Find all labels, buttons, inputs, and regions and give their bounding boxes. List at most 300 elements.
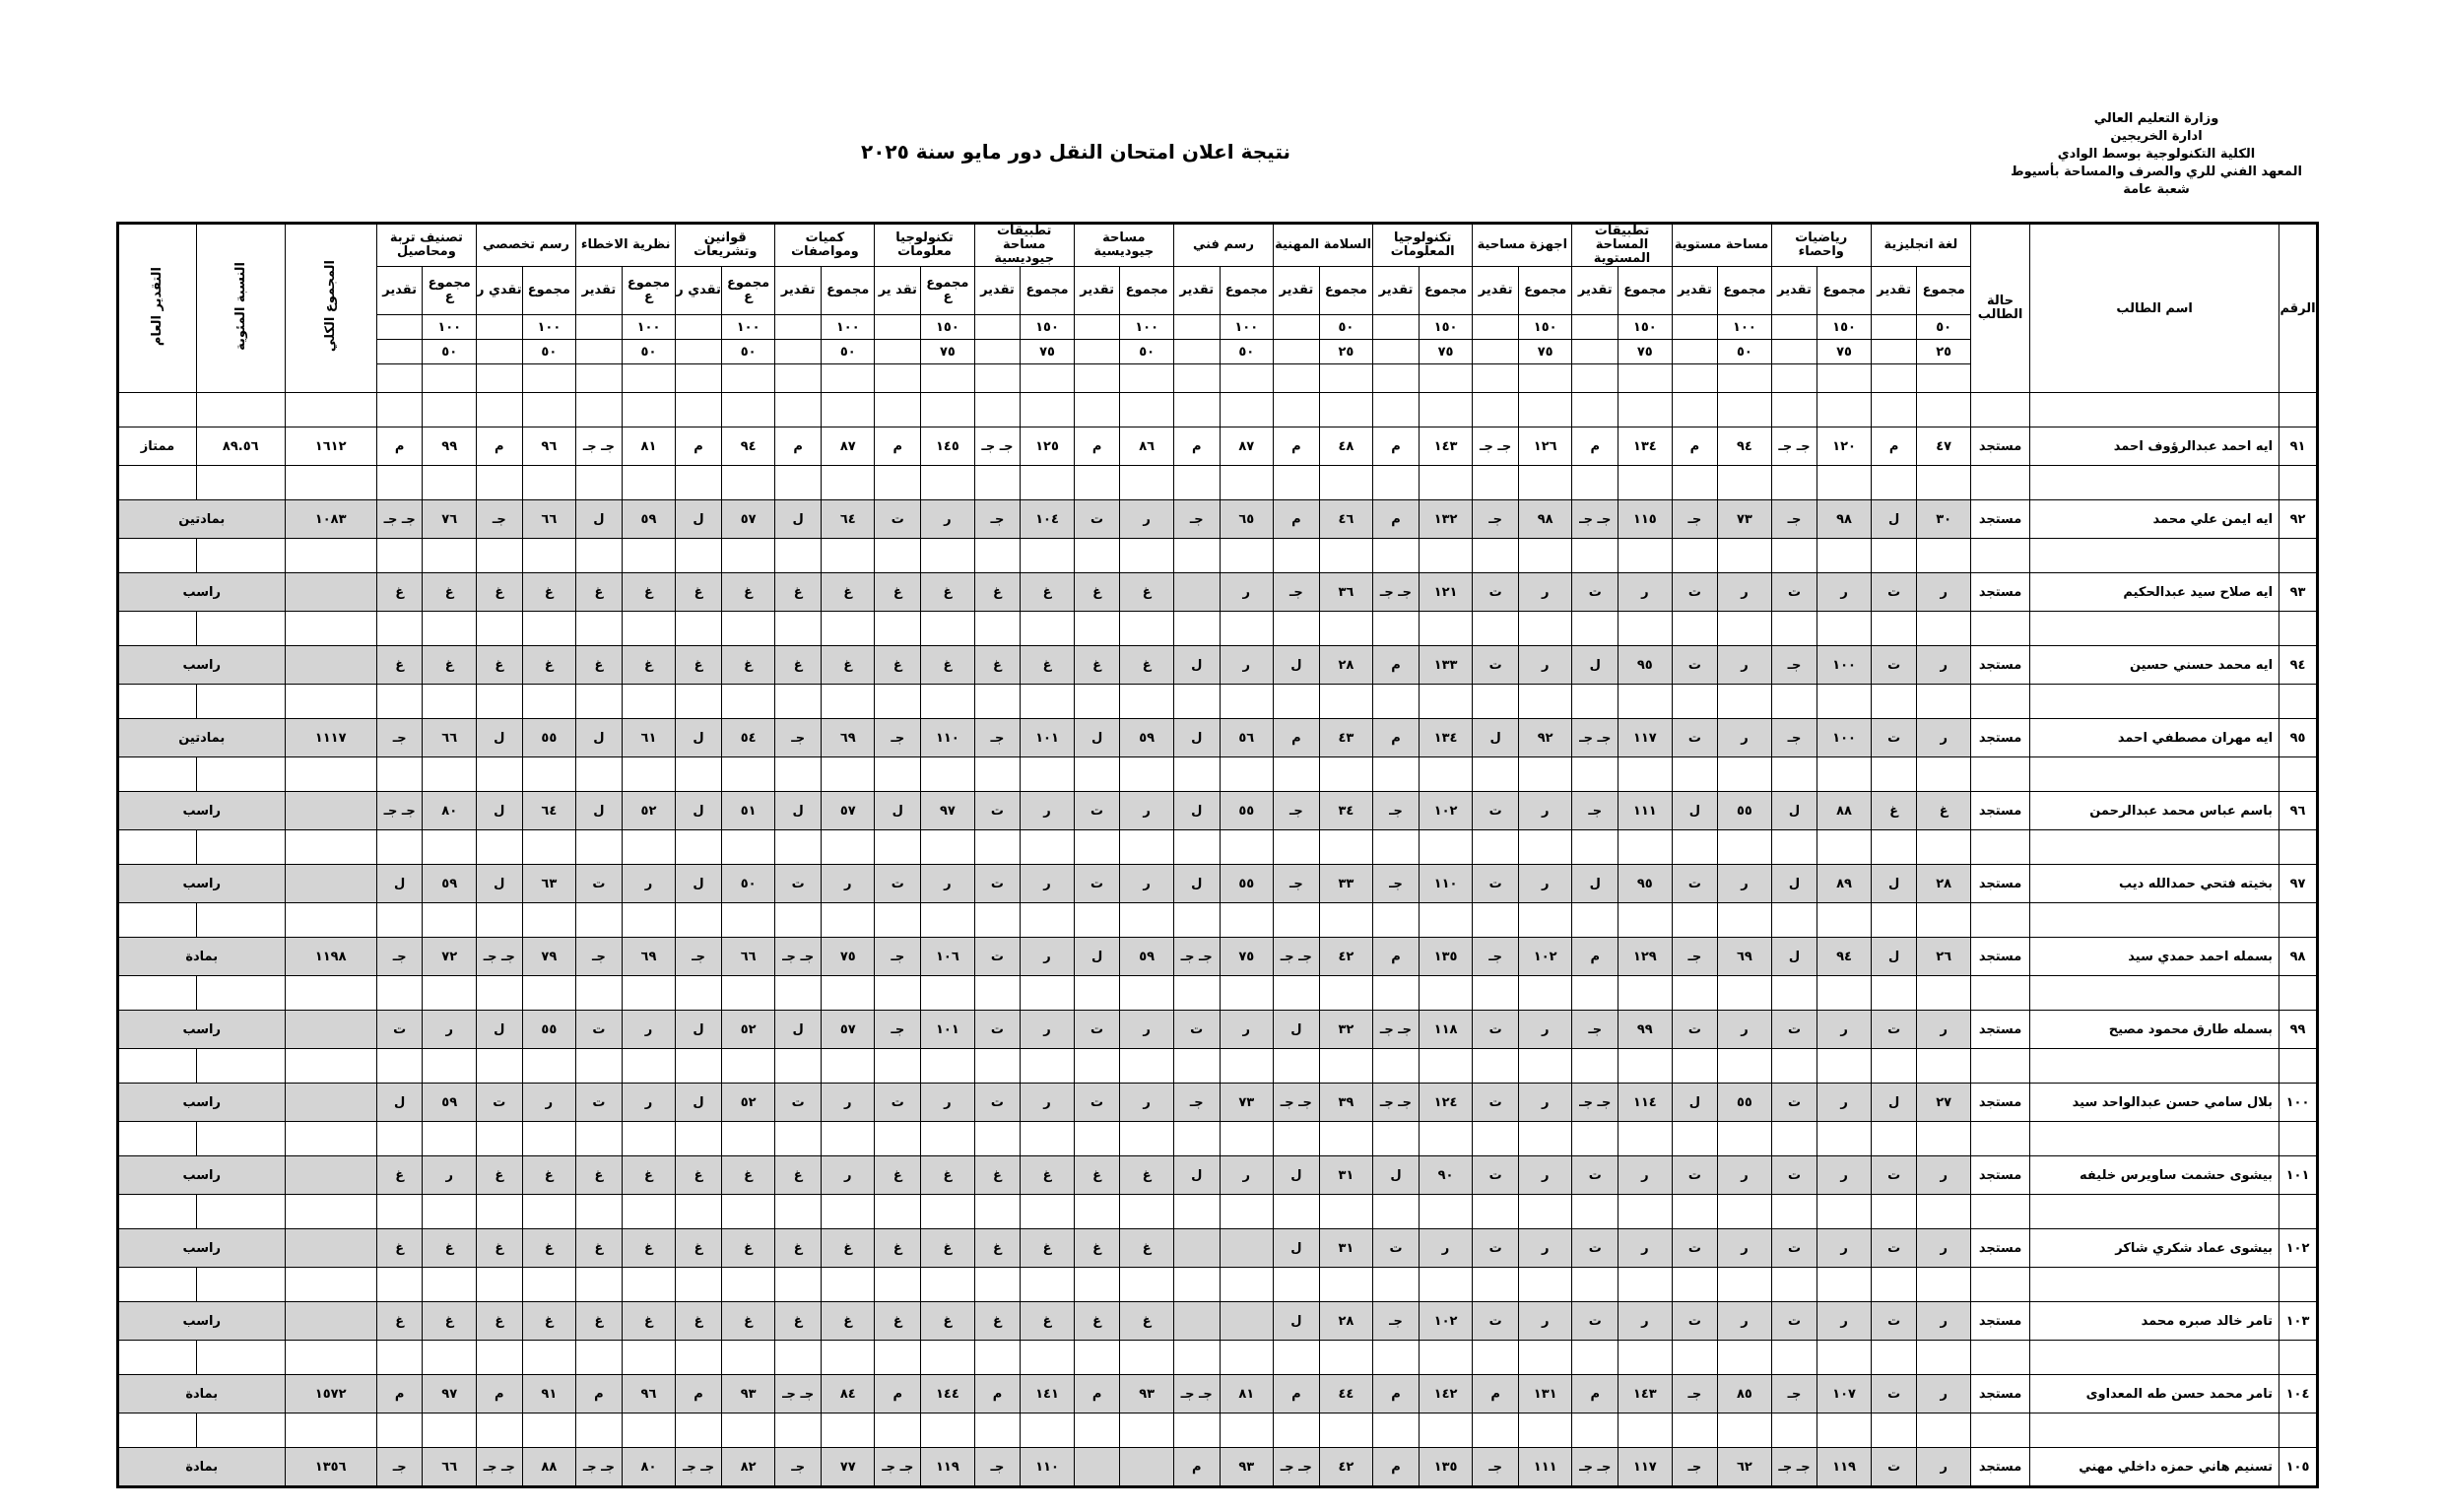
- spacer-cell: [1771, 830, 1817, 865]
- spacer-cell: [1771, 393, 1817, 427]
- max-mark: ١٠٠: [522, 315, 575, 340]
- spacer-cell: [1518, 466, 1571, 500]
- subject-grade: ت: [576, 1084, 623, 1122]
- spacer-cell: [1970, 1122, 2029, 1156]
- subject-grade: ت: [1473, 1302, 1519, 1341]
- subject-grade: جـ جـ: [476, 1448, 522, 1487]
- subject-sum: ١٢٤: [1419, 1084, 1472, 1122]
- spacer-cell: [522, 1195, 575, 1229]
- spacer-cell: [1917, 1122, 1970, 1156]
- spacer-cell: [974, 976, 1021, 1011]
- spacer-cell: [921, 539, 974, 573]
- subject-sum: ٨٠: [622, 1448, 675, 1487]
- spacer-cell: [1419, 903, 1472, 938]
- sum-label: مجموع: [522, 267, 575, 315]
- blank-cell: [1373, 364, 1420, 393]
- subject-sum: ٥٤: [721, 719, 774, 757]
- spacer-cell: [1074, 466, 1120, 500]
- subject-sum: ر: [921, 1084, 974, 1122]
- spacer-cell: [721, 1341, 774, 1375]
- subject-grade: جـ: [1771, 646, 1817, 685]
- spacer-cell: [1817, 830, 1871, 865]
- blank-cell: [476, 364, 522, 393]
- spacer-cell: [576, 1049, 623, 1084]
- subject-sum: ٤٨: [1319, 427, 1372, 466]
- spacer-cell: [476, 1413, 522, 1448]
- subject-header: رسم فني: [1173, 224, 1273, 267]
- spacer-cell: [676, 1195, 722, 1229]
- subject-sum: ٧٥: [1220, 938, 1273, 976]
- spacer-cell: [974, 1413, 1021, 1448]
- spacer-cell: [376, 757, 423, 792]
- spacer-cell: [118, 466, 197, 500]
- subject-grade: م: [1572, 427, 1618, 466]
- subject-sum: ٦١: [622, 719, 675, 757]
- subject-sum: غ: [1120, 646, 1173, 685]
- spacer-cell: [1871, 1341, 1917, 1375]
- subject-grade: ل: [1274, 1229, 1320, 1268]
- spacer-cell: [1871, 466, 1917, 500]
- spacer-cell: [522, 1413, 575, 1448]
- subject-sum: ٨٨: [522, 1448, 575, 1487]
- spacer-row: [118, 1413, 2318, 1448]
- subject-sum: ١١١: [1618, 792, 1672, 830]
- subject-header: تصنيف تربة ومحاصيل: [376, 224, 476, 267]
- min-mark: ٧٥: [1817, 340, 1871, 364]
- max-mark: ١٥٠: [921, 315, 974, 340]
- subject-sum: ٥٥: [1220, 792, 1273, 830]
- subject-grade: ت: [1173, 1011, 1220, 1049]
- spacer-cell: [1473, 539, 1519, 573]
- spacer-cell: [476, 1195, 522, 1229]
- spacer-cell: [622, 1268, 675, 1302]
- subject-sum: ر: [1718, 646, 1771, 685]
- subject-sum: ر: [622, 1011, 675, 1049]
- subject-sum: غ: [423, 573, 476, 612]
- subject-grade: م: [1572, 1375, 1618, 1413]
- spacer-cell: [1970, 393, 2029, 427]
- spacer-cell: [1274, 1413, 1320, 1448]
- subject-grade: غ: [1074, 1302, 1120, 1341]
- spacer-cell: [622, 1049, 675, 1084]
- subject-sum: ٩٣: [721, 1375, 774, 1413]
- page-title: نتيجة اعلان امتحان النقل دور مايو سنة ٢٠٢٥: [860, 140, 1290, 164]
- grade-label: تقدير: [376, 267, 423, 315]
- spacer-cell: [875, 1341, 921, 1375]
- spacer-cell: [974, 757, 1021, 792]
- subject-sum: ٥٢: [721, 1011, 774, 1049]
- subject-sum: ٦٦: [423, 1448, 476, 1487]
- spacer-cell: [1917, 466, 1970, 500]
- spacer-cell: [196, 1268, 285, 1302]
- spacer-row: [118, 1122, 2318, 1156]
- spacer-cell: [2279, 830, 2318, 865]
- spacer-cell: [622, 1195, 675, 1229]
- subject-grade: جـ: [775, 719, 822, 757]
- spacer-cell: [822, 830, 875, 865]
- spacer-cell: [476, 393, 522, 427]
- spacer-cell: [376, 830, 423, 865]
- subject-grade: غ: [676, 573, 722, 612]
- subject-grade: م: [1373, 1448, 1420, 1487]
- spacer-cell: [2279, 1122, 2318, 1156]
- subject-grade: جـ جـ: [376, 500, 423, 539]
- student-name: بيشوى عماد شكري شاكر: [2030, 1229, 2279, 1268]
- spacer-cell: [1319, 685, 1372, 719]
- subject-grade: ل: [1871, 938, 1917, 976]
- blank-cell: [1419, 364, 1472, 393]
- subject-sum: غ: [1120, 1229, 1173, 1268]
- sum-label: مجموع: [1021, 267, 1074, 315]
- subject-sum: ٥٩: [622, 500, 675, 539]
- student-name: تامر محمد حسن طه المعداوى: [2030, 1375, 2279, 1413]
- sum-label: مجموع ع: [721, 267, 774, 315]
- spacer-cell: [1173, 466, 1220, 500]
- subject-sum: ٦٦: [423, 719, 476, 757]
- subject-sum: ٥٢: [721, 1084, 774, 1122]
- spacer-cell: [1618, 685, 1672, 719]
- blank-cell: [1074, 364, 1120, 393]
- subject-sum: ر: [1120, 1084, 1173, 1122]
- spacer-cell: [676, 1341, 722, 1375]
- spacer-cell: [921, 903, 974, 938]
- subject-header: تطبيقات المساحة المستوية: [1572, 224, 1672, 267]
- max-mark: ١٥٠: [1817, 315, 1871, 340]
- subject-grade: م: [476, 427, 522, 466]
- subject-sum: ر: [1220, 1011, 1273, 1049]
- student-status: مستجد: [1970, 1302, 2029, 1341]
- spacer-cell: [423, 685, 476, 719]
- spacer-cell: [1220, 612, 1273, 646]
- spacer-cell: [2030, 903, 2279, 938]
- spacer-cell: [576, 466, 623, 500]
- subject-sum: ر: [1817, 1302, 1871, 1341]
- spacer-cell: [423, 903, 476, 938]
- subject-grade: ل: [576, 500, 623, 539]
- subject-grade: م: [1074, 427, 1120, 466]
- subject-grade: جـ جـ: [1274, 1448, 1320, 1487]
- spacer-cell: [875, 903, 921, 938]
- spacer-cell: [1220, 830, 1273, 865]
- spacer-cell: [1618, 1049, 1672, 1084]
- spacer-cell: [622, 466, 675, 500]
- student-grade: راسب: [118, 792, 286, 830]
- spacer-cell: [1718, 757, 1771, 792]
- subject-grade: جـ: [875, 938, 921, 976]
- subject-sum: ١١٠: [1021, 1448, 1074, 1487]
- max-mark-blank: [1173, 315, 1220, 340]
- spacer-cell: [576, 976, 623, 1011]
- min-mark: ٧٥: [1021, 340, 1074, 364]
- spacer-cell: [1319, 830, 1372, 865]
- subject-sum: ر: [1021, 1011, 1074, 1049]
- subject-grade: م: [1274, 719, 1320, 757]
- subject-sum: ٤٦: [1319, 500, 1372, 539]
- spacer-cell: [1518, 1413, 1571, 1448]
- spacer-cell: [921, 830, 974, 865]
- subject-grade: ت: [974, 1084, 1021, 1122]
- blank-cell: [974, 364, 1021, 393]
- spacer-cell: [1220, 393, 1273, 427]
- subject-sum: ١٣٤: [1618, 427, 1672, 466]
- spacer-cell: [1173, 976, 1220, 1011]
- subject-grade: غ: [376, 1302, 423, 1341]
- spacer-row: [118, 685, 2318, 719]
- spacer-cell: [423, 1413, 476, 1448]
- spacer-cell: [1817, 466, 1871, 500]
- subject-sum: ر: [1120, 1011, 1173, 1049]
- spacer-cell: [1871, 539, 1917, 573]
- subject-sum: غ: [1120, 1156, 1173, 1195]
- subject-sum: غ: [1120, 573, 1173, 612]
- spacer-cell: [1021, 1268, 1074, 1302]
- sum-label: مجموع: [822, 267, 875, 315]
- subject-grade: ت: [476, 1084, 522, 1122]
- subject-sum: غ: [622, 1302, 675, 1341]
- spacer-cell: [2279, 612, 2318, 646]
- spacer-cell: [423, 612, 476, 646]
- min-mark: ٥٠: [721, 340, 774, 364]
- grade-label: تقدير: [1672, 267, 1718, 315]
- spacer-cell: [1021, 539, 1074, 573]
- subject-sum: ر: [1518, 573, 1571, 612]
- subject-sum: غ: [822, 573, 875, 612]
- subject-sum: ٥٩: [423, 1084, 476, 1122]
- subject-sum: ٣١: [1319, 1156, 1372, 1195]
- subject-sum: ١١٨: [1419, 1011, 1472, 1049]
- spacer-cell: [1771, 1122, 1817, 1156]
- spacer-cell: [1319, 1268, 1372, 1302]
- spacer-cell: [1021, 757, 1074, 792]
- spacer-cell: [622, 757, 675, 792]
- subject-sum: ٥٧: [822, 792, 875, 830]
- subject-grade: غ: [576, 1229, 623, 1268]
- spacer-cell: [1373, 685, 1420, 719]
- subject-grade: م: [875, 1375, 921, 1413]
- subject-header: تطبيقات مساحة جيوديسية: [974, 224, 1074, 267]
- subject-grade: غ: [775, 573, 822, 612]
- spacer-row: [118, 976, 2318, 1011]
- blank-cell: [1618, 364, 1672, 393]
- subject-grade: ل: [1074, 938, 1120, 976]
- spacer-cell: [974, 612, 1021, 646]
- spacer-cell: [376, 1413, 423, 1448]
- spacer-cell: [1518, 1268, 1571, 1302]
- subject-grade: ل: [775, 1011, 822, 1049]
- spacer-cell: [1274, 757, 1320, 792]
- spacer-cell: [676, 539, 722, 573]
- spacer-cell: [1817, 539, 1871, 573]
- subject-grade: جـ: [1771, 1375, 1817, 1413]
- subject-grade: ل: [376, 865, 423, 903]
- student-grade: راسب: [118, 646, 286, 685]
- subject-grade: ت: [775, 865, 822, 903]
- spacer-cell: [1319, 1413, 1372, 1448]
- spacer-cell: [1970, 685, 2029, 719]
- subject-grade: ت: [1473, 792, 1519, 830]
- spacer-cell: [775, 903, 822, 938]
- spacer-cell: [721, 1122, 774, 1156]
- subject-sum: غ: [921, 1156, 974, 1195]
- subject-grade: ت: [1871, 1011, 1917, 1049]
- student-grade: راسب: [118, 1156, 286, 1195]
- spacer-cell: [376, 685, 423, 719]
- grade-label: تقدير: [1173, 267, 1220, 315]
- student-status: مستجد: [1970, 719, 2029, 757]
- spacer-cell: [1572, 1341, 1618, 1375]
- spacer-cell: [1817, 685, 1871, 719]
- subject-sum: ر: [1120, 792, 1173, 830]
- spacer-cell: [875, 757, 921, 792]
- min-mark-blank: [1173, 340, 1220, 364]
- spacer-cell: [1173, 757, 1220, 792]
- spacer-cell: [522, 539, 575, 573]
- spacer-cell: [285, 1049, 376, 1084]
- blank-cell: [423, 364, 476, 393]
- spacer-cell: [1319, 1341, 1372, 1375]
- subject-sum: ر: [1817, 1084, 1871, 1122]
- subject-grade: ت: [1771, 1156, 1817, 1195]
- subject-grade: غ: [775, 646, 822, 685]
- max-mark-blank: [376, 315, 423, 340]
- subject-sum: ٩٧: [423, 1375, 476, 1413]
- spacer-cell: [1021, 393, 1074, 427]
- subject-sum: ٩٢: [1518, 719, 1571, 757]
- student-num: ١٠٥: [2279, 1448, 2318, 1487]
- max-mark-blank: [775, 315, 822, 340]
- spacer-cell: [721, 903, 774, 938]
- subject-sum: ر: [1917, 1448, 1970, 1487]
- spacer-cell: [2030, 612, 2279, 646]
- spacer-cell: [1771, 612, 1817, 646]
- subject-sum: ٤٢: [1319, 1448, 1372, 1487]
- subject-grade: ل: [1173, 792, 1220, 830]
- subject-grade: جـ جـ: [1173, 1375, 1220, 1413]
- spacer-cell: [822, 1122, 875, 1156]
- spacer-cell: [1120, 1049, 1173, 1084]
- subject-sum: ر: [1518, 1302, 1571, 1341]
- spacer-cell: [721, 466, 774, 500]
- spacer-cell: [1771, 1341, 1817, 1375]
- subject-grade: ت: [1871, 1375, 1917, 1413]
- spacer-cell: [196, 685, 285, 719]
- spacer-cell: [1120, 976, 1173, 1011]
- spacer-cell: [476, 903, 522, 938]
- subject-grade: ت: [1572, 1302, 1618, 1341]
- subject-grade: م: [1173, 1448, 1220, 1487]
- student-row: [118, 500, 2318, 539]
- subject-sum: غ: [721, 573, 774, 612]
- min-mark: ٥٠: [522, 340, 575, 364]
- spacer-cell: [423, 393, 476, 427]
- subject-sum: ر: [1021, 865, 1074, 903]
- subject-sum: ٦٢: [1718, 1448, 1771, 1487]
- student-grade: بمادة: [118, 1375, 286, 1413]
- spacer-cell: [1021, 612, 1074, 646]
- spacer-cell: [1672, 757, 1718, 792]
- spacer-cell: [118, 685, 197, 719]
- subject-grade: ت: [1473, 646, 1519, 685]
- spacer-cell: [1021, 1341, 1074, 1375]
- min-mark-blank: [1373, 340, 1420, 364]
- spacer-cell: [1518, 612, 1571, 646]
- subject-grade: ت: [1074, 1084, 1120, 1122]
- subject-grade: جـ جـ: [676, 1448, 722, 1487]
- subject-grade: غ: [576, 1156, 623, 1195]
- spacer-cell: [1074, 539, 1120, 573]
- subject-grade: جـ: [974, 719, 1021, 757]
- student-total: [285, 1084, 376, 1122]
- subject-sum: ر: [1718, 1011, 1771, 1049]
- subject-grade: جـ جـ: [376, 792, 423, 830]
- spacer-cell: [1817, 1122, 1871, 1156]
- spacer-cell: [1917, 393, 1970, 427]
- spacer-cell: [1473, 1049, 1519, 1084]
- spacer-cell: [2030, 1122, 2279, 1156]
- spacer-cell: [1173, 685, 1220, 719]
- subject-sum: ر: [1917, 573, 1970, 612]
- spacer-cell: [921, 393, 974, 427]
- spacer-cell: [476, 976, 522, 1011]
- spacer-cell: [1917, 685, 1970, 719]
- subject-grade: [1074, 1448, 1120, 1487]
- spacer-cell: [1771, 539, 1817, 573]
- subject-sum: غ: [1021, 1302, 1074, 1341]
- subject-sum: ر: [1817, 1011, 1871, 1049]
- max-mark: ١٥٠: [1518, 315, 1571, 340]
- subject-grade: م: [974, 1375, 1021, 1413]
- spacer-cell: [1771, 1049, 1817, 1084]
- spacer-cell: [921, 1122, 974, 1156]
- subject-sum: ٥٠: [721, 865, 774, 903]
- spacer-cell: [875, 539, 921, 573]
- spacer-row: [118, 393, 2318, 427]
- student-status: مستجد: [1970, 1229, 2029, 1268]
- spacer-cell: [822, 1341, 875, 1375]
- subject-grade: [1173, 1229, 1220, 1268]
- subject-sum: ١٣٥: [1419, 938, 1472, 976]
- subject-grade: جـ جـ: [1771, 1448, 1817, 1487]
- subject-sum: غ: [921, 646, 974, 685]
- spacer-cell: [1120, 612, 1173, 646]
- subject-grade: ل: [576, 792, 623, 830]
- subject-sum: ١٣٤: [1419, 719, 1472, 757]
- student-grade: راسب: [118, 1302, 286, 1341]
- spacer-cell: [522, 1341, 575, 1375]
- subject-sum: ٦٩: [622, 938, 675, 976]
- spacer-cell: [196, 976, 285, 1011]
- subject-sum: ٦٥: [1220, 500, 1273, 539]
- subject-grade: جـ: [376, 938, 423, 976]
- spacer-cell: [1173, 1195, 1220, 1229]
- subject-grade: ت: [1771, 1084, 1817, 1122]
- header-line: الكلية التكنولوجية بوسط الوادي: [2057, 147, 2256, 162]
- spacer-cell: [1817, 1268, 1871, 1302]
- spacer-cell: [1274, 612, 1320, 646]
- spacer-cell: [921, 612, 974, 646]
- subject-grade: ت: [1871, 719, 1917, 757]
- subject-grade: ل: [1274, 1156, 1320, 1195]
- spacer-cell: [1917, 1268, 1970, 1302]
- blank-cell: [376, 364, 423, 393]
- spacer-cell: [1473, 1195, 1519, 1229]
- subject-sum: ٧٣: [1718, 500, 1771, 539]
- subject-sum: ٧٧: [822, 1448, 875, 1487]
- spacer-cell: [1518, 1122, 1571, 1156]
- spacer-cell: [576, 903, 623, 938]
- subject-sum: غ: [822, 1302, 875, 1341]
- subject-sum: ر: [822, 865, 875, 903]
